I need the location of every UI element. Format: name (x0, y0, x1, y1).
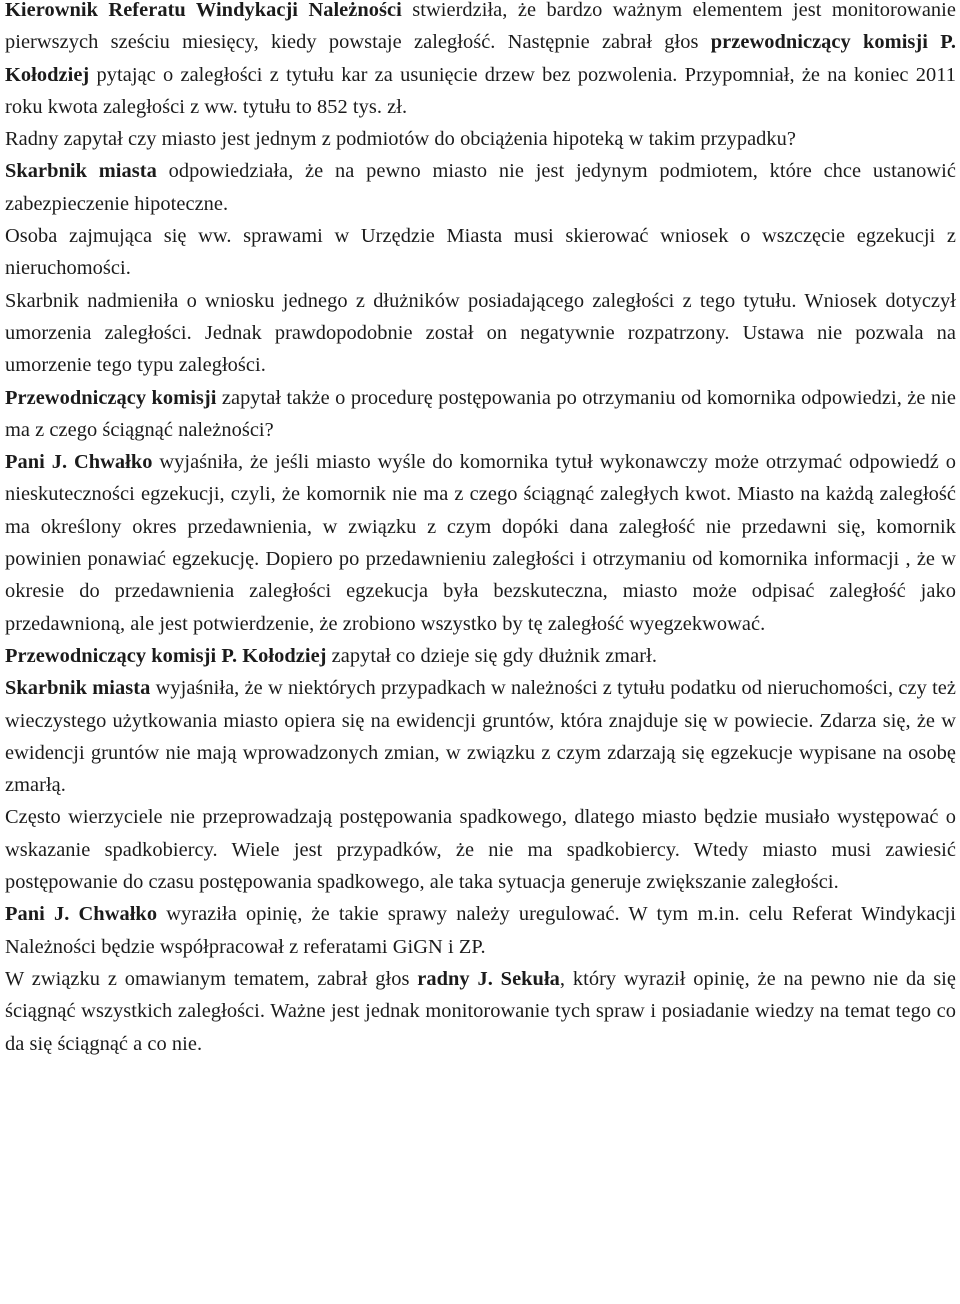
speaker-name: Pani J. Chwałko (5, 451, 153, 474)
paragraph-text: zapytał co dzieje się gdy dłużnik zmarł. (326, 644, 657, 667)
speaker-name: Pani J. Chwałko (5, 903, 158, 926)
paragraph-text: Często wierzyciele nie przeprowadzają postępowania spadkowego, dlatego miasto będzie musiało występować o wskazanie spadkobiercy. Wiele jest przypadków, że nie ma spadkobiercy. Wtedy miasto musi zawiesić postępowanie do czasu postępowania spadkowego, ale taka sytuacja generuje zwiększanie zaległości. (5, 806, 956, 894)
speaker-name: Przewodniczący komisji P. Kołodziej (5, 644, 327, 667)
paragraph-text: Osoba zajmująca się ww. sprawami w Urzędzie Miasta musi skierować wniosek o wszczęcie egzekucji z nieruchomości. (5, 225, 956, 280)
paragraph-treasurer-land-registry (5, 672, 956, 801)
paragraph-chwalko-opinion (5, 898, 956, 963)
paragraph-inheritance-proceedings (5, 801, 956, 898)
paragraph-chwalko-explanation (5, 446, 956, 640)
paragraph-text: stwierdziła, że bardzo ważnym elementem jest monitorowanie pierwszych sześciu miesięcy, kiedy powstaje zaległość. Następnie zabrał głos (5, 0, 956, 54)
paragraph-sekula-opinion (5, 963, 956, 1060)
speaker-name: Kierownik Referatu Windykacji Należności (5, 0, 402, 21)
paragraph-text: pytając o zaległości z tytułu kar za usunięcie drzew bez pozwolenia. Przypomniał, że na koniec 2011 roku kwota zaległości z ww. tytułu to 852 tys. zł. (5, 63, 956, 118)
paragraph-text: wyjaśniła, że w niektórych przypadkach w należności z tytułu podatku od nieruchomości, czy też wieczystego użytkowania miasto opiera się na ewidencji gruntów, która znajduje się w powiecie. Zdarza się, że w ewidencji gruntów nie mają wprowadzonych zmian, w związku z czym zdarzają się egzekucje wypisane na osobę zmarłą. (5, 677, 956, 797)
paragraph-treasurer-remission (5, 285, 956, 382)
paragraph-text: W związku z omawianym tematem, zabrał głos (5, 967, 418, 990)
paragraph-enforcement-request (5, 220, 956, 285)
speaker-name: radny J. Sekuła (417, 967, 560, 990)
paragraph-text: , który wyraził opinię, że na pewno nie da się ściągnąć wszystkich zaległości. Ważne jest jednak monitorowanie tych spraw i posiadanie wiedzy na temat tego co da się ściągnąć a co nie. (5, 967, 956, 1055)
paragraph-text: wyjaśniła, że jeśli miasto wyśle do komornika tytuł wykonawczy może otrzymać odpowiedź o nieskuteczności egzekucji, czyli, że komornik nie ma z czego ściągnąć zaległych kwot. Miasto na każdą zaległość ma określony okres przedawnienia, w związku z czym dopóki dana zaległość nie przedawni się, komornik powinien ponawiać egzekucję. Dopiero po przedawnieniu zaległości i otrzymaniu od komornika informacji , że w okresie do przedawnienia zaległości egzekucja była bezskuteczna, miasto może odpisać zaległość jako przedawnioną, ale jest potwierdzenie, że zrobiono wszystko by tę zaległość wyegzekwować. (5, 451, 956, 635)
paragraph-treasurer-answer (5, 155, 956, 220)
paragraph-text: zapytał także o procedurę postępowania po otrzymaniu od komornika odpowiedzi, że nie ma z czego ściągnąć należności? (5, 386, 956, 441)
paragraph-chairman-debtor-died (5, 640, 956, 672)
paragraph-text: Radny zapytał czy miasto jest jednym z podmiotów do obciążenia hipoteką w takim przypadku? (5, 128, 797, 151)
paragraph-councillor-question (5, 123, 956, 155)
paragraph-head-of-debt-collection (5, 0, 956, 123)
speaker-name: Przewodniczący komisji (5, 386, 217, 409)
speaker-name: przewodniczący komisji P. Kołodziej (5, 31, 956, 86)
paragraph-chairman-procedure-question (5, 382, 956, 447)
paragraph-text: wyraziła opinię, że takie sprawy należy uregulować. W tym m.in. celu Referat Windykacji Należności będzie współpracował z referatami GiGN i ZP. (5, 903, 956, 958)
paragraph-text: odpowiedziała, że na pewno miasto nie jest jedynym podmiotem, które chce ustanowić zabezpieczenie hipoteczne. (5, 160, 956, 215)
paragraph-text: Skarbnik nadmieniła o wniosku jednego z dłużników posiadającego zaległości z tego tytułu. Wniosek dotyczył umorzenia zaległości. Jednak prawdopodobnie został on negatywnie rozpatrzony. Ustawa nie pozwala na umorzenie tego typu zaległości. (5, 289, 956, 377)
speaker-name: Skarbnik miasta (5, 677, 151, 700)
speaker-name: Skarbnik miasta (5, 160, 157, 183)
